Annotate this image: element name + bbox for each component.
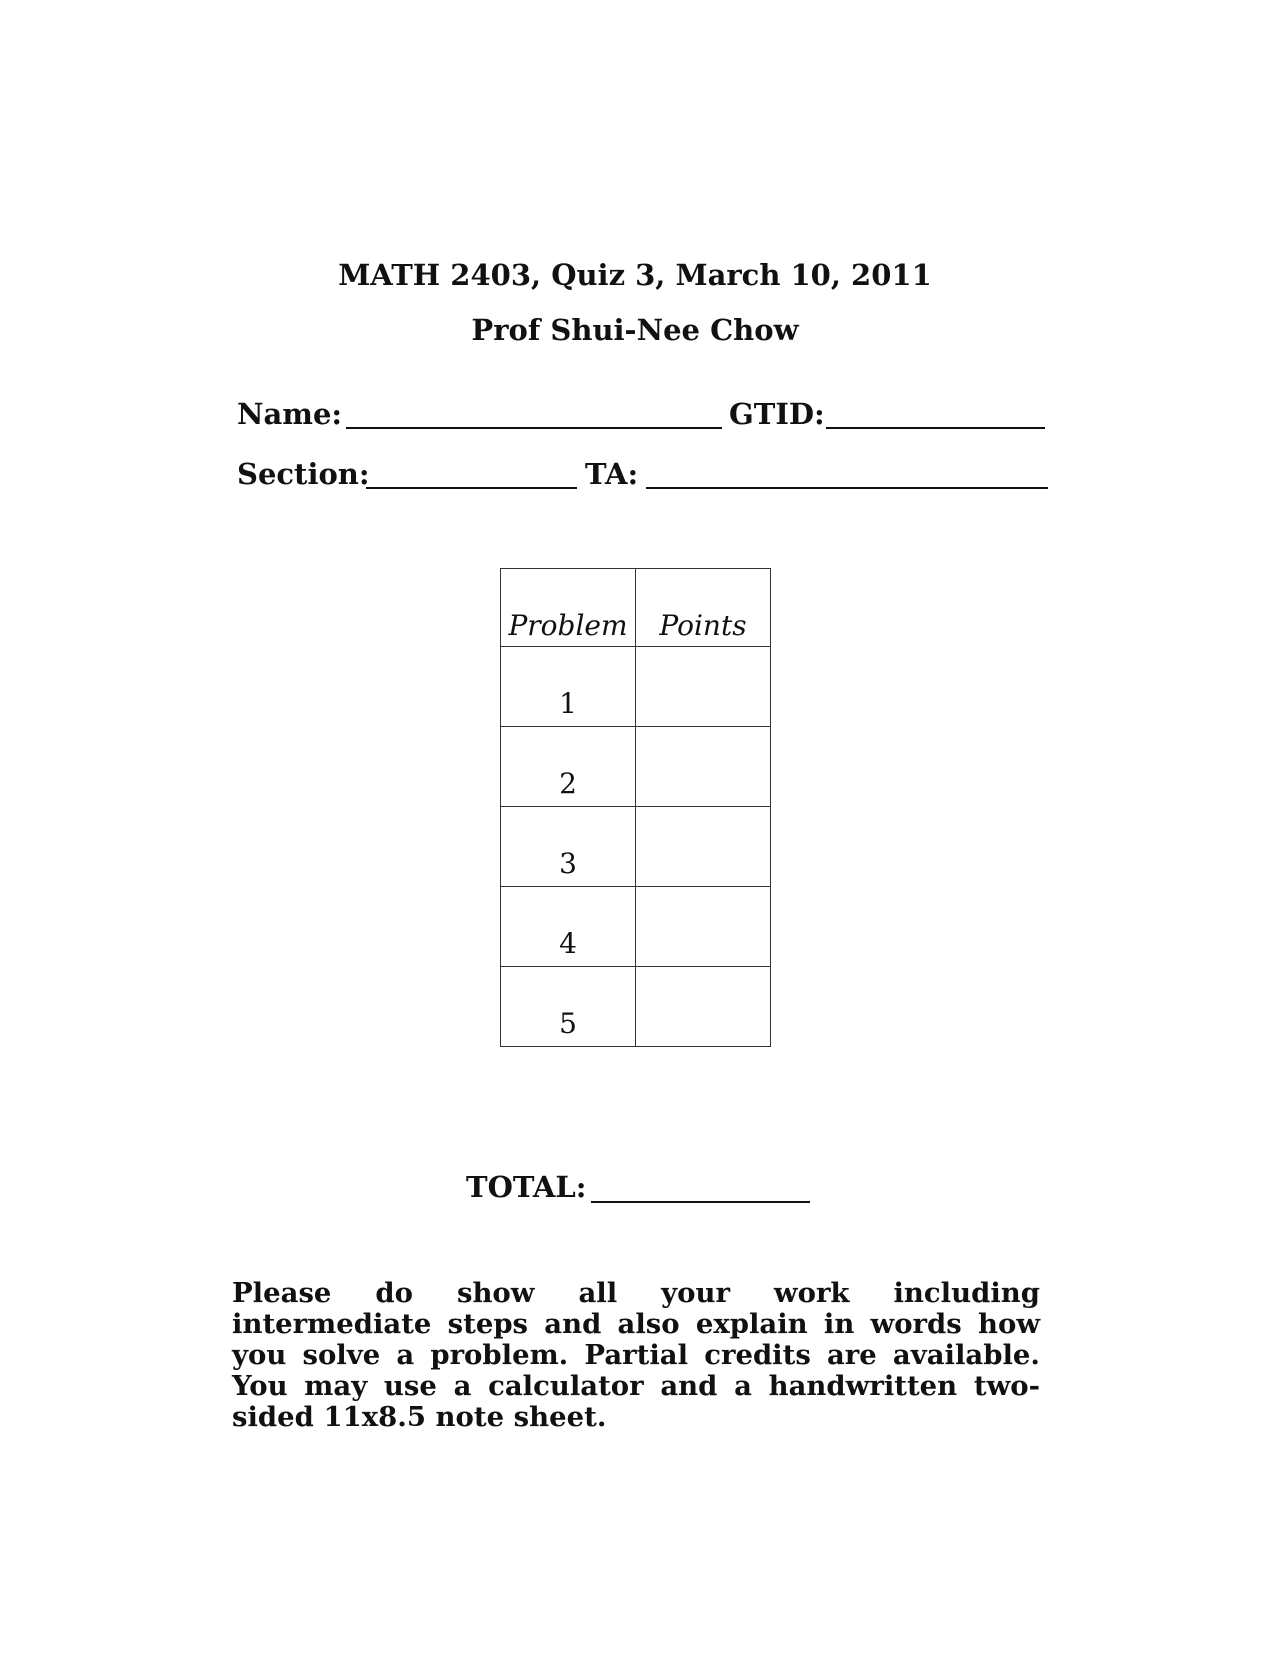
points-cell[interactable] [636,647,771,727]
name-field[interactable] [346,427,722,429]
problem-number: 1 [501,647,636,727]
points-cell[interactable] [636,887,771,967]
instructions-paragraph: Please do show all your work including intermediate steps and also explain in words how you solve a problem. Partial credits are available. You may use a calculator and a handwritten two-sided 11x8.5 note sheet. [232,1277,1040,1433]
problem-number: 5 [501,967,636,1047]
professor-name: Prof Shui-Nee Chow [471,313,799,347]
section-label: Section: [237,457,370,491]
problem-column-header: Problem [501,569,636,647]
points-cell[interactable] [636,967,771,1047]
gtid-label: GTID: [729,397,825,431]
score-table [500,568,771,1047]
points-column-header: Points [636,569,771,647]
name-label: Name: [237,397,343,431]
total-label: TOTAL: [466,1170,587,1204]
table-row [501,807,771,887]
points-cell[interactable] [636,727,771,807]
problem-number: 3 [501,807,636,887]
ta-label: TA: [585,457,639,491]
points-cell[interactable] [636,807,771,887]
problem-number: 2 [501,727,636,807]
problem-number: 4 [501,887,636,967]
table-row [501,967,771,1047]
ta-field[interactable] [646,487,1048,489]
gtid-field[interactable] [826,427,1045,429]
exam-title: MATH 2403, Quiz 3, March 10, 2011 [338,258,932,292]
section-field[interactable] [366,487,577,489]
table-header-row [501,569,771,647]
total-field[interactable] [591,1201,810,1203]
table-row [501,647,771,727]
table-row [501,887,771,967]
table-row [501,727,771,807]
